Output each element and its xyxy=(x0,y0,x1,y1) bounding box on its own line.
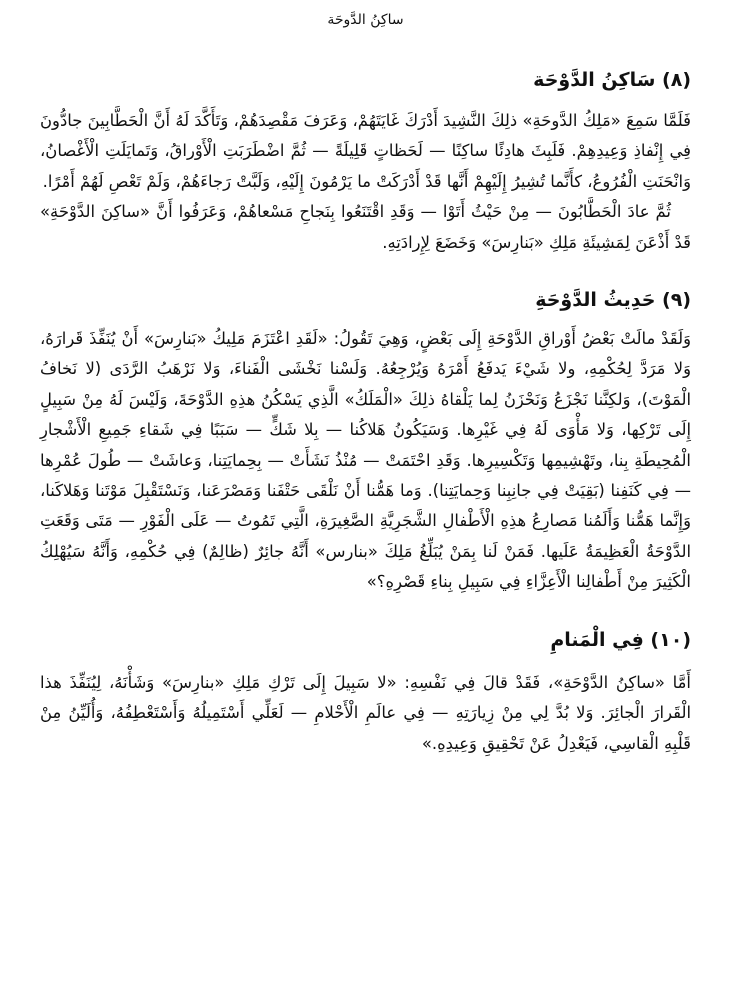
paragraph: وَلَقَدْ مالَتْ بَعْضُ أَوْراقِ الدَّوْحَةِ إِلَى بَعْضٍ، وَهِيَ تَقُولُ: «لَقَدِ اعْتَزَمَ مَلِيكُ «بَنارِسَ» أَنْ يُنَفِّذَ قَرارَهُ، وَلا مَرَدَّ لِحُكْمِهِ، ولا شَيْءَ يَدفَعُ أَمْرَهُ وَيُرْجِعُهُ. وَلَسْنا نَخْشَى الْفَناءَ، وَلا نَرْهَبُ الرَّدَى (لا نَخافُ الْمَوْتَ)، وَلكِنَّنا نَجْزَعُ وَنَحْزَنُ لِما يَلْقاهُ ذلِكَ «الْمَلَكُ» الَّذِي يَسْكُنُ هذِهِ الدَّوْحَةَ، وَلَيْسَ لَهُ مِنْ سَبِيلٍ إِلَى تَرْكِها، وَلا مَأْوَى لَهُ فِي غَيْرِها. وَسَيَكُونُ هَلاكُنا — بِلا شَكٍّ — سَبَبًا فِي شَقاءِ جَمِيعِ الْأَشْجارِ الْمُحِيطَةِ بِنا، وتَهْشِيمِها وَتَكْسِيرِها. وَقَدِ احْتَمَتْ — مُنْذُ نَشَأَتْ — بِحِمايَتِنا، وَعاشَتْ — طُولَ عُمْرِها — فِي كَنَفِنا (بَقِيَتْ فِي جانِبِنا وَحِمايَتِنا). وَما هَمُّنا أَنْ نَلْقَى حَتْفَنا وَمَصْرَعَنا، وَنَسْتَقْبِلَ مَوْتَنا وَهَلاكَنا، وَإِنَّما هَمُّنا وَأَلَمُنا مَصارِعُ هذِهِ الْأَطْفالِ الشَّجَرِيَّةِ الصَّغِيرَةِ، الَّتِي تَمُوتُ — عَلَى الْفَوْرِ — مَتَى وَقَعَتِ الدَّوْحَةُ الْعَظِيمَةُ عَلَيها. فَمَنْ لَنا بِمَنْ يُبَلِّغُ مَلِكَ «بنارس» أَنَّهُ جائِرٌ (ظالِمٌ) فِي حُكْمِهِ، وَأَنَّهُ سَيُهْلِكُ الْكَثِيرَ مِنْ أَطْفالِنا الْأَعِزَّاءِ فِي سَبِيلِ بِناءِ قَصْرِهِ؟» xyxy=(40,329,691,592)
section-title-10: (١٠) فِي الْمَنامِ xyxy=(550,628,691,651)
paragraph: ثُمَّ عادَ الْحَطَّابُونَ — مِنْ حَيْثُ أَتَوْا — وَقَدِ اقْتَنَعُوا بِنَجاحِ مَسْعاهُمْ، وَعَرَفُوا أَنَّ «ساكِنَ الدَّوْحَةِ» قَدْ أَذْعَنَ لِمَشِيئَةِ مَلِكِ «بَنارِسَ» وَخَضَعَ لِإِرادَتِهِ. xyxy=(40,202,691,252)
paragraph: فَلَمَّا سَمِعَ «مَلِكُ الدَّوحَةِ» ذلِكَ النَّشِيدَ أَدْرَكَ غَايَتَهُمْ، وَعَرَفَ مَقْصِدَهُمْ، وَتَأَكَّدَ لَهُ أَنَّ الْحَطَّابِينَ جادُّونَ فِي إِنْفاذِ وَعِيدِهِمْ. فَلَبِثَ هادِئًا ساكِنًا — لَحَظاتٍ قَلِيلَةً — ثُمَّ اضْطَرَبَتِ الْأَوْراقُ، وَتَمايَلَتِ الْأَغْصانُ، وَانْحَنَتِ الْفُرُوعُ، كأَنَّما تُشِيرُ إِلَيْهِمْ أَنَّها قَدْ أَدْرَكَتْ ما يَرْمُونَ إِلَيْهِ، وَلَبَّتْ رَجاءَهُمْ، وَلَمْ تَعْصِ لَهُمْ أَمْرًا. xyxy=(40,111,691,191)
paragraph: أَمَّا «ساكِنُ الدَّوْحَةِ»، فَقَدْ قالَ فِي نَفْسِهِ: «لا سَبِيلَ إِلَى تَرْكِ مَلِكِ «بنارِسَ» وَشَأْنَهُ، لِيُنَفِّذَ هذا الْقَرارَ الْجائِرَ. وَلا بُدَّ لِي مِنْ زِيارَتِهِ — فِي عالَمِ الْأَحْلامِ — لَعَلِّي أَسْتَمِيلُهُ وَأَسْتَعْطِفُهُ، وَأُلَيِّنُ مِنْ قَلْبِهِ الْقاسِي، فَيَعْدِلُ عَنْ تَحْقِيقِ وَعِيدِهِ.» xyxy=(40,672,691,753)
section-body-10 xyxy=(40,668,691,759)
section-title-9: (٩) حَدِيثُ الدَّوْحَةِ xyxy=(535,289,691,312)
section-body-8 xyxy=(40,106,691,258)
section-body-9 xyxy=(40,324,691,598)
running-head: ساكِنُ الدَّوحَة xyxy=(327,12,404,28)
section-title-8: (٨) سَاكِنُ الدَّوْحَة xyxy=(533,69,691,91)
